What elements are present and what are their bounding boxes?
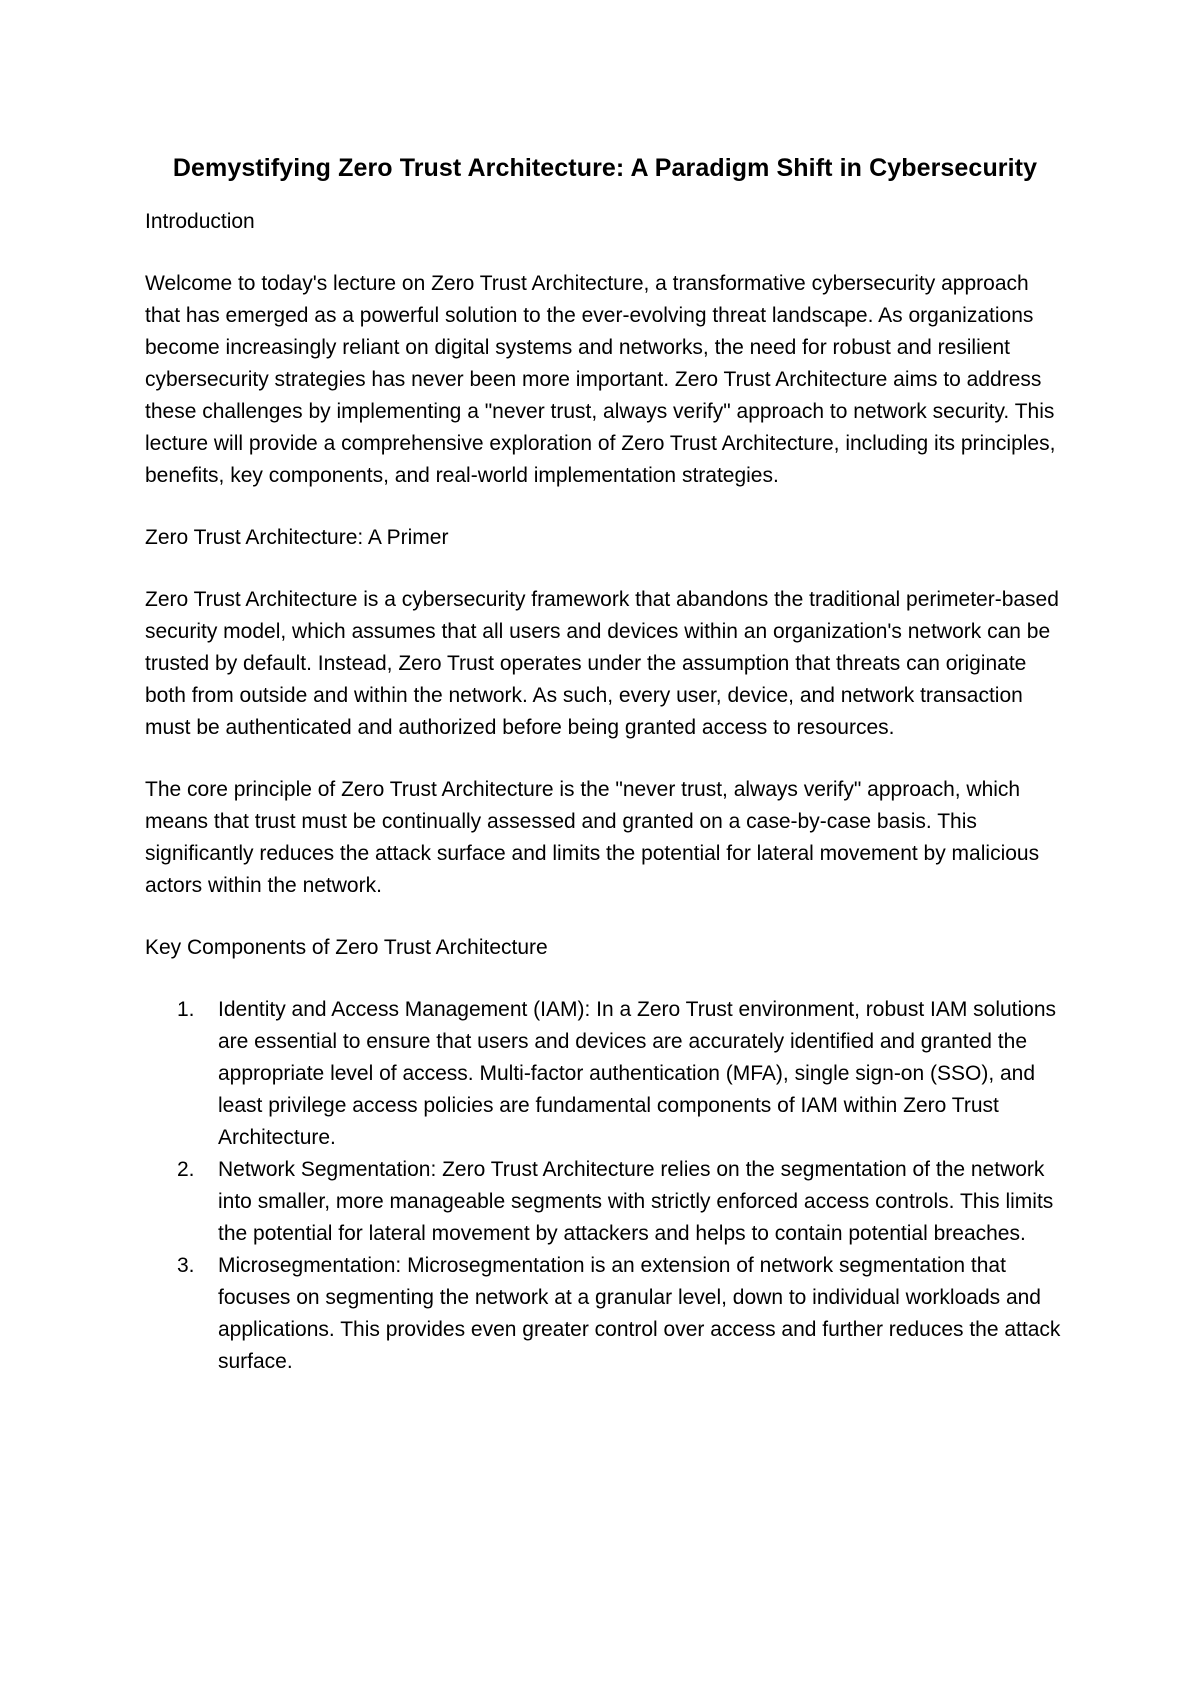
primer-paragraph-1: Zero Trust Architecture is a cybersecurity framework that abandons the traditional perimeter-based security model, which assumes that all users and devices within an organization's network can be trusted by default. Instead, Zero Trust operates under the assumption that threats can originate both from outside and within the network. As such, every user, device, and network transaction must be authenticated and authorized before being granted access to resources.: [145, 588, 1059, 739]
section-heading-introduction: Introduction: [145, 210, 255, 233]
list-item-number: 2.: [177, 1158, 195, 1181]
components-list: [145, 994, 1065, 1378]
list-item: [145, 994, 1065, 1154]
primer-paragraph-2: The core principle of Zero Trust Architecture is the "never trust, always verify" approach, which means that trust must be continually assessed and granted on a case-by-case basis. This significantly reduces the attack surface and limits the potential for lateral movement by malicious actors within the network.: [145, 778, 1040, 897]
list-item-text: Microsegmentation: Microsegmentation is an extension of network segmentation that focuses on segmenting the network at a granular level, down to individual workloads and applications. This provides even greater control over access and further reduces the attack surface.: [218, 1254, 1061, 1373]
document-body: [145, 148, 1065, 1378]
document-title: Demystifying Zero Trust Architecture: A Paradigm Shift in Cybersecurity: [172, 154, 1038, 182]
list-item-text: Identity and Access Management (IAM): In a Zero Trust environment, robust IAM solutions are essential to ensure that users and devices are accurately identified and granted the appropriate level of access. Multi-factor authentication (MFA), single sign-on (SSO), and least privilege access policies are fundamental components of IAM within Zero Trust Architecture.: [218, 998, 1057, 1149]
list-item-text: Network Segmentation: Zero Trust Architecture relies on the segmentation of the network into smaller, more manageable segments with strictly enforced access controls. This limits the potential for lateral movement by attackers and helps to contain potential breaches.: [218, 1158, 1054, 1245]
list-item-number: 1.: [177, 998, 195, 1021]
intro-paragraph: Welcome to today's lecture on Zero Trust Architecture, a transformative cybersecurity approach that has emerged as a powerful solution to the ever-evolving threat landscape. As organizations become increasingly reliant on digital systems and networks, the need for robust and resilient cybersecurity strategies has never been more important. Zero Trust Architecture aims to address these challenges by implementing a "never trust, always verify" approach to network security. This lecture will provide a comprehensive exploration of Zero Trust Architecture, including its principles, benefits, key components, and real-world implementation strategies.: [145, 272, 1056, 487]
section-heading-key-components: Key Components of Zero Trust Architecture: [145, 936, 548, 959]
list-item: [145, 1250, 1065, 1378]
section-heading-primer: Zero Trust Architecture: A Primer: [145, 526, 449, 549]
list-item: [145, 1154, 1065, 1250]
list-item-number: 3.: [177, 1254, 195, 1277]
